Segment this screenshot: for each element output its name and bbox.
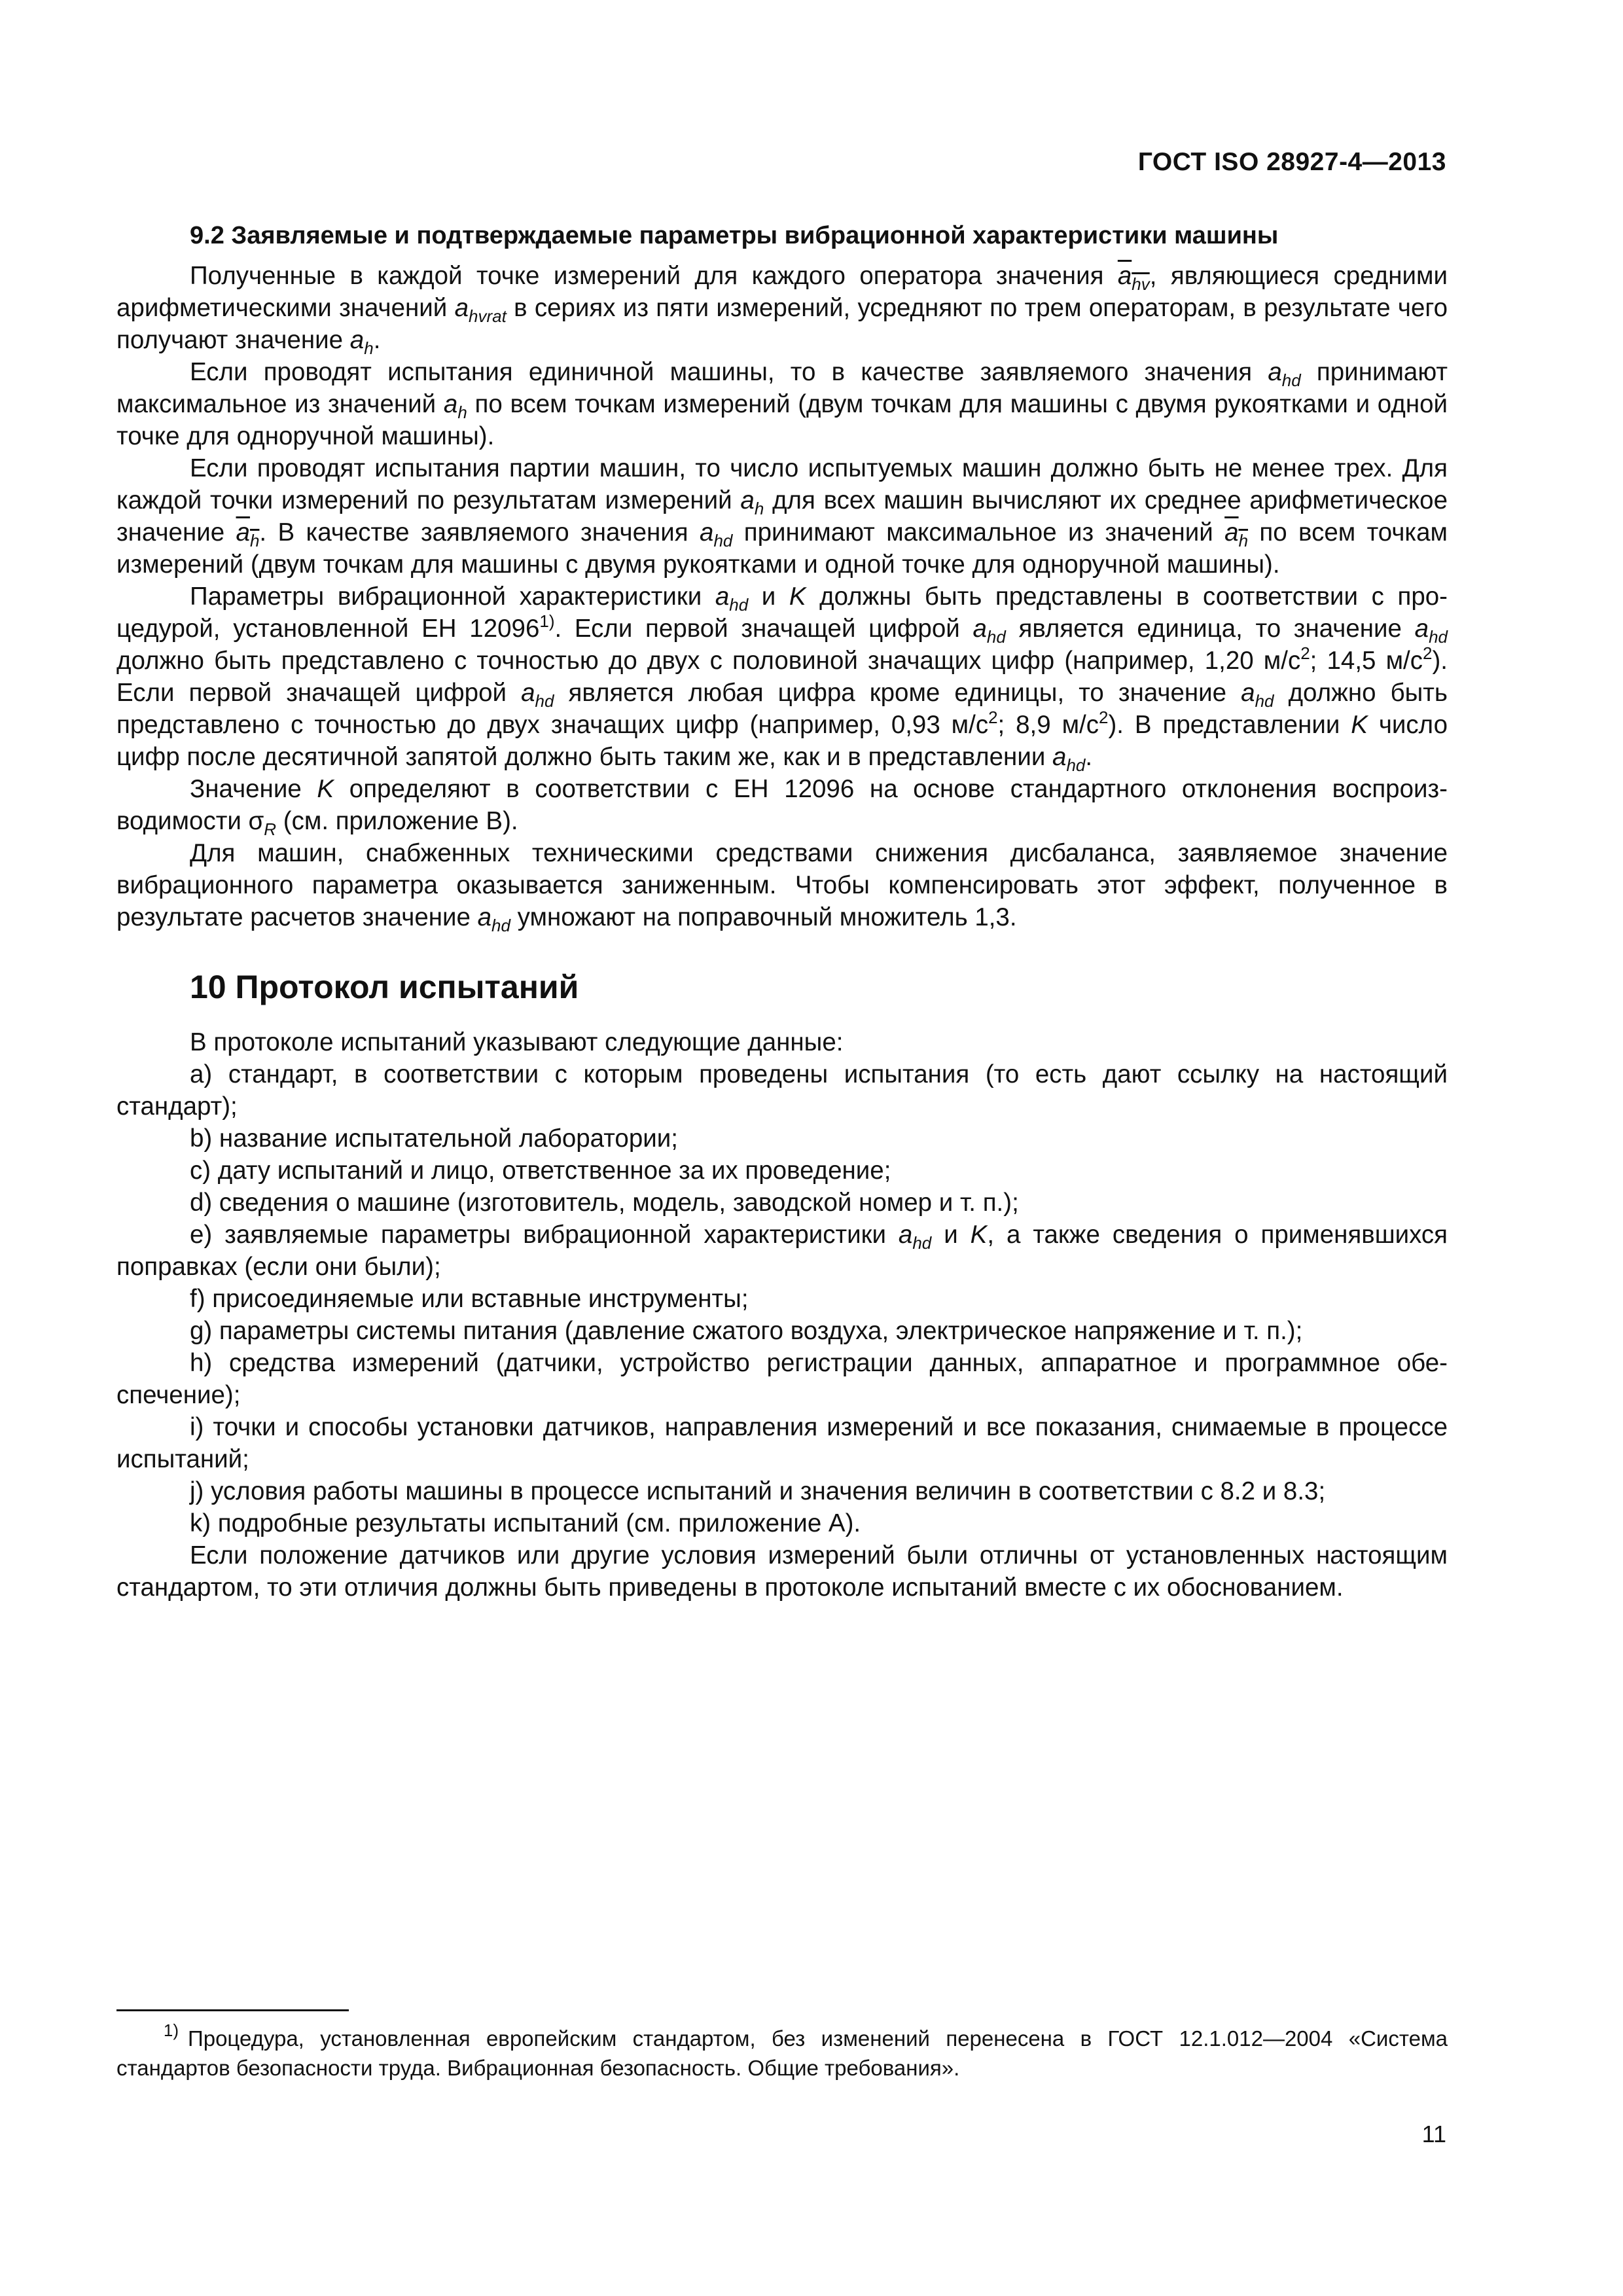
math-symbol: a — [1268, 358, 1282, 386]
math-symbol-mean: $a_h$ — [236, 518, 260, 550]
subsection-heading-9-2: 9.2 Заявляемые и подтверждаемые параметры вибрационной характеристики машины — [190, 222, 1279, 249]
list-item-i: i) точки и способы установки датчиков, направления измерений и все показания, снимаемые в процессе испытаний; — [116, 1413, 1448, 1473]
footnote-separator — [116, 2009, 349, 2011]
section-heading-10: 10 Протокол испытаний — [190, 969, 579, 1005]
list-item-b: b) название испытательной лаборатории; — [190, 1124, 678, 1153]
paragraph-9-2-1: Полученные в каждой точке измерений для каждого оператора значения $a_{hv}$, являющиеся средними арифметическими значений $a_{hvrat}$ в сериях из пяти измерений, усредняют по трем операторам, в результате чего получают значение $a_h$. — [116, 262, 1448, 358]
paragraph-9-2-3: Если проводят испытания партии машин, то число испытуемых машин должно быть не менее трех. Для каждой точки измерений по результатам измерений $a_h$ для всех машин вычисляют их среднее арифметическое значение $a_h$. В качестве заявляемого значения $a_{hd}$ принимают максимальное из значений $a_h$ по всем точкам измерений (двум точкам для машины с двумя рукоятками и одной точке для одноручной машины). — [116, 454, 1448, 579]
math-symbol: a — [454, 294, 469, 322]
footnote-text: Процедура, установленная европейским стандартом, без изменений перенесена в ГОСТ 12.1.012—2004 «Система стандартов безопасности труда. Вибрационная безопасность. Общие требования». — [116, 2026, 1448, 2080]
math-symbol-mean: $a_h$ — [1224, 518, 1249, 550]
paragraph-10-closing: Если положение датчиков или другие условия измерений были отличны от установленных настоящим стандартом, то эти отличия должны быть приведены в протоколе испытаний вместе с их обоснованием. — [116, 1541, 1448, 1602]
math-symbol: a — [700, 518, 714, 547]
list-item-c: c) дату испытаний и лицо, ответственное за их проведение; — [190, 1157, 891, 1185]
math-symbol-sigma: σ — [248, 807, 264, 835]
paragraph-9-2-5: Значение K определяют в соответствии с ЕН 12096 на основе стандартного отклонения воспроизводимости $\sigma_R$ (см. приложение В). — [116, 775, 1448, 839]
math-symbol: a — [740, 486, 755, 514]
list-item-a: а) стандарт, в соответствии с которым проведены испытания (то есть дают ссылку на настоящий стандарт); — [116, 1060, 1448, 1121]
math-symbol: a — [349, 326, 365, 354]
paragraph-9-2-4: Параметры вибрационной характеристики $a_{hd}$ и K должны быть представлены в соответствии с процедурой, установленной ЕН 12096$^{1)}$. Если первой значащей цифрой $a_{hd}$ является единица, то значение $a_{hd}$ должно быть представлено с точностью до двух с половиной значащих цифр (например, 1,20 $м/с^2$; 14,5 $м/с^2$). Если первой значащей цифрой $a_{hd}$ является любая цифра кроме единицы, то значение $a_{hd}$ должно быть представлено с точностью до двух значащих цифр (например, 0,93 $м/с^2$; 8,9 $м/с^2$). В представлении K число цифр после десятичной запятой должно быть таким же, как и в представлении $a_{hd}$. — [116, 583, 1448, 775]
page-number: 11 — [1421, 2121, 1446, 2147]
paragraph-9-2-2: Если проводят испытания единичной машины, то в качестве заявляемого значения $a_{hd}$ принимают максимальное из значений $a_h$ по всем точкам измерений (двум точкам для машины с двумя рукоятками и одной точке для одноручной машины). — [116, 358, 1448, 450]
footnote: $^{1)}$ Процедура, установленная европейским стандартом, без изменений перенесена в ГОСТ 12.1.012—2004 «Система стандартов безопасности труда. Вибрационная безопасность. Общие требования». — [116, 2020, 1448, 2080]
math-symbol-mean: $a_{hv}$ — [1117, 262, 1150, 294]
list-item-d: d) сведения о машине (изготовитель, модель, заводской номер и т. п.); — [190, 1189, 1019, 1217]
list-item-f: f) присоединяемые или вставные инструменты; — [190, 1285, 749, 1313]
standard-designation: ГОСТ ISO 28927-4—2013 — [1137, 148, 1446, 176]
paragraph-10-intro: В протоколе испытаний указывают следующие данные: — [190, 1028, 844, 1056]
list-item-e: e) заявляемые параметры вибрационной характеристики $a_{hd}$ и K, а также сведения о применявшихся поправках (если они были); — [116, 1221, 1448, 1281]
math-symbol: a — [443, 390, 458, 418]
paragraph-9-2-6: Для машин, снабженных техническими средствами снижения дисбаланса, заявляемое значение вибрационного параметра оказывается заниженным. Чтобы компенсировать этот эффект, полученное в результате расчетов значение $a_{hd}$ умножают на поправочный множитель 1,3. — [116, 839, 1448, 935]
list-item-k: k) подробные результаты испытаний (см. приложение А). — [190, 1509, 861, 1537]
list-item-h: h) средства измерений (датчики, устройство регистрации данных, аппаратное и программное обеспечение); — [116, 1349, 1448, 1409]
main-content — [116, 220, 1448, 1604]
list-item-g: g) параметры системы питания (давление сжатого воздуха, электрическое напряжение и т. п.); — [190, 1317, 1303, 1345]
footnote-reference: 1) — [539, 611, 555, 631]
list-item-j: j) условия работы машины в процессе испытаний и значения величин в соответствии с 8.2 и 8.3; — [190, 1477, 1326, 1505]
